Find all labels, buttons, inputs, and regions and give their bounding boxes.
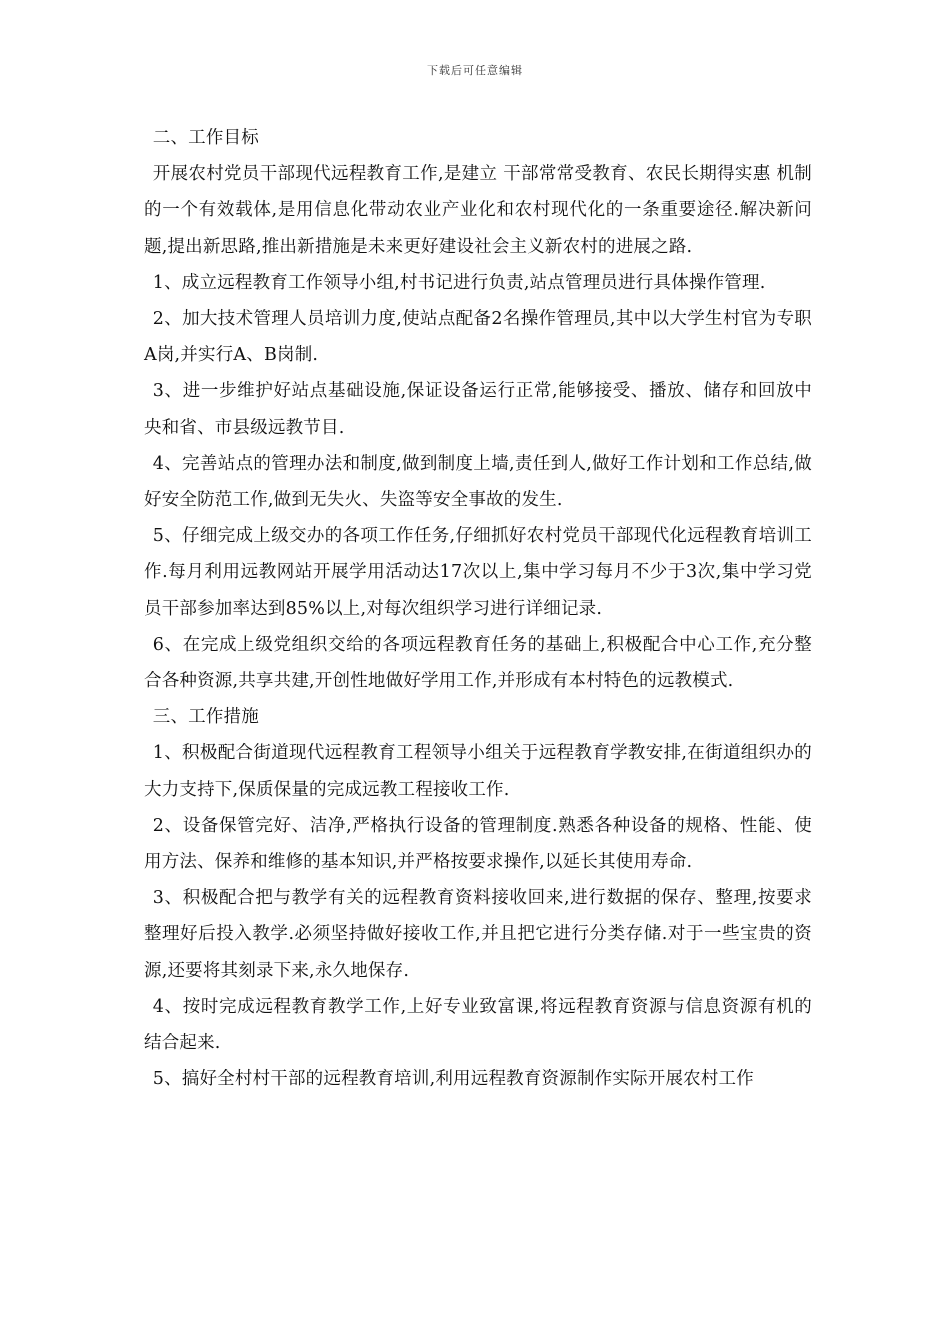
page-header: 下载后可任意编辑: [427, 64, 523, 77]
goal-item-2: 2、加大技术管理人员培训力度,使站点配备2名操作管理员,其中以大学生村官为专职A岗,并实行A、B岗制.: [144, 309, 812, 366]
measure-item-3: 3、积极配合把与教学有关的远程教育资料接收回来,进行数据的保存、整理,按要求整理好后投入教学.必须坚持做好接收工作,并且把它进行分类存储.对于一些宝贵的资源,还要将其刻录下来,永久地保存.: [144, 888, 812, 981]
goal-item-6: 6、在完成上级党组织交给的各项远程教育任务的基础上,积极配合中心工作,充分整合各种资源,共享共建,开创性地做好学用工作,并形成有本村特色的远教模式.: [144, 634, 812, 692]
measure-item-5: 5、搞好全村村干部的远程教育培训,利用远程教育资源制作实际开展农村工作: [152, 1069, 754, 1090]
measure-item-1: 1、积极配合街道现代远程教育工程领导小组关于远程教育学教安排,在街道组织办的大力支持下,保质保量的完成远教工程接收工作.: [144, 743, 812, 800]
goal-item-3: 3、进一步维护好站点基础设施,保证设备运行正常,能够接受、播放、储存和回放中央和省、市县级远教节目.: [144, 381, 812, 438]
document-body: [144, 120, 812, 1097]
paragraph-intro: 开展农村党员干部现代远程教育工作,是建立 干部常常受教育、农民长期得实惠 机制的一个有效载体,是用信息化带动农业产业化和农村现代化的一条重要途径.解决新问题,提出新思路,推出新措施是未来更好建设社会主义新农村的进展之路.: [144, 164, 812, 257]
section-heading-goals: 二、工作目标: [152, 128, 259, 148]
measure-item-4: 4、按时完成远程教育教学工作,上好专业致富课,将远程教育资源与信息资源有机的结合起来.: [144, 996, 812, 1054]
goal-item-4: 4、完善站点的管理办法和制度,做到制度上墙,责任到人,做好工作计划和工作总结,做好安全防范工作,做到无失火、失盗等安全事故的发生.: [144, 453, 812, 511]
measure-item-2: 2、设备保管完好、洁净,严格执行设备的管理制度.熟悉各种设备的规格、性能、使用方法、保养和维修的基本知识,并严格按要求操作,以延长其使用寿命.: [144, 815, 812, 873]
section-heading-measures: 三、工作措施: [152, 707, 259, 728]
goal-item-5: 5、仔细完成上级交办的各项工作任务,仔细抓好农村党员干部现代化远程教育培训工作.每月利用远教网站开展学用活动达17次以上,集中学习每月不少于3次,集中学习党员干部参加率达到85%以上,对每次组织学习进行详细记录.: [144, 526, 812, 619]
goal-item-1: 1、成立远程教育工作领导小组,村书记进行负责,站点管理员进行具体操作管理.: [152, 272, 766, 293]
